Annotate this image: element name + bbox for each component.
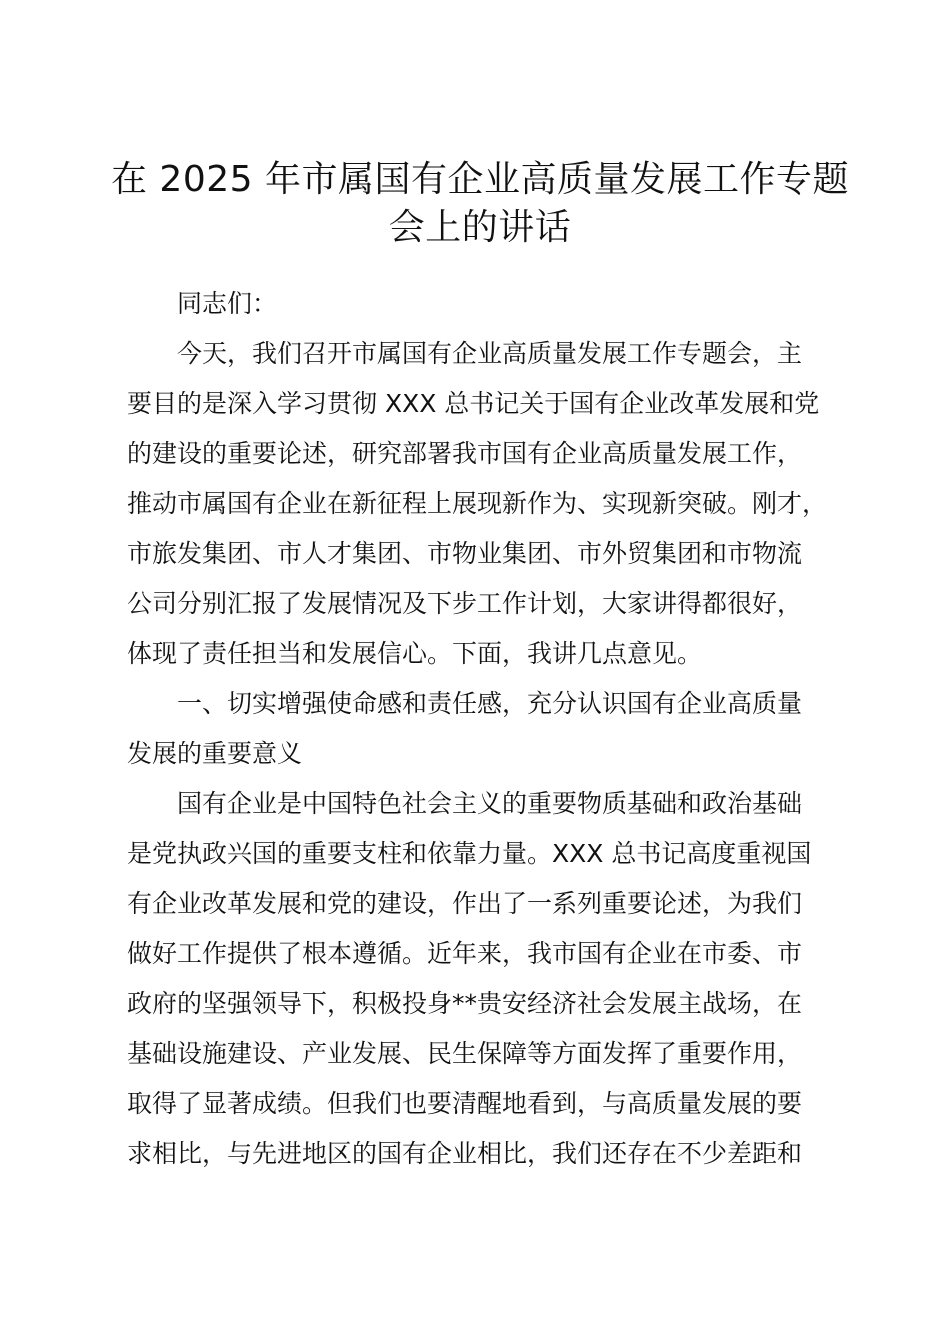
document-title xyxy=(110,156,850,252)
paragraph-line: 基础设施建设、产业发展、民生保障等方面发挥了重要作用， xyxy=(127,1039,803,1068)
paragraph-line: 的建设的重要论述，研究部署我市国有企业高质量发展工作， xyxy=(127,439,803,468)
paragraph-line: 取得了显著成绩。但我们也要清醒地看到，与高质量发展的要 xyxy=(127,1089,803,1118)
paragraph-line: 做好工作提供了根本遵循。近年来，我市国有企业在市委、市 xyxy=(127,939,803,968)
paragraph-line: 公司分别汇报了发展情况及下步工作计划，大家讲得都很好， xyxy=(127,589,803,618)
paragraph-line: 要目的是深入学习贯彻 XXX 总书记关于国有企业改革发展和党 xyxy=(127,389,820,418)
paragraph-line: 今天，我们召开市属国有企业高质量发展工作专题会，主 xyxy=(177,339,803,368)
paragraph-line: 体现了责任担当和发展信心。下面，我讲几点意见。 xyxy=(127,639,703,668)
paragraph-line: 是党执政兴国的重要支柱和依靠力量。XXX 总书记高度重视国 xyxy=(127,839,812,868)
paragraph-line: 政府的坚强领导下，积极投身**贵安经济社会发展主战场，在 xyxy=(127,989,803,1018)
title-line-2: 会上的讲话 xyxy=(388,207,572,248)
paragraph-line: 市旅发集团、市人才集团、市物业集团、市外贸集团和市物流 xyxy=(127,539,803,568)
paragraph-line: 国有企业是中国特色社会主义的重要物质基础和政治基础 xyxy=(177,789,803,818)
section-heading-line: 一、切实增强使命感和责任感，充分认识国有企业高质量 xyxy=(177,689,803,718)
section-heading-line: 发展的重要意义 xyxy=(127,739,303,768)
paragraph-line: 推动市属国有企业在新征程上展现新作为、实现新突破。刚才， xyxy=(127,489,828,518)
salutation: 同志们： xyxy=(177,289,278,318)
paragraph-line: 有企业改革发展和党的建设，作出了一系列重要论述，为我们 xyxy=(127,889,803,918)
paragraph-line: 求相比，与先进地区的国有企业相比，我们还存在不少差距和 xyxy=(127,1139,803,1168)
title-line-1: 在 2025 年市属国有企业高质量发展工作专题 xyxy=(110,159,849,200)
